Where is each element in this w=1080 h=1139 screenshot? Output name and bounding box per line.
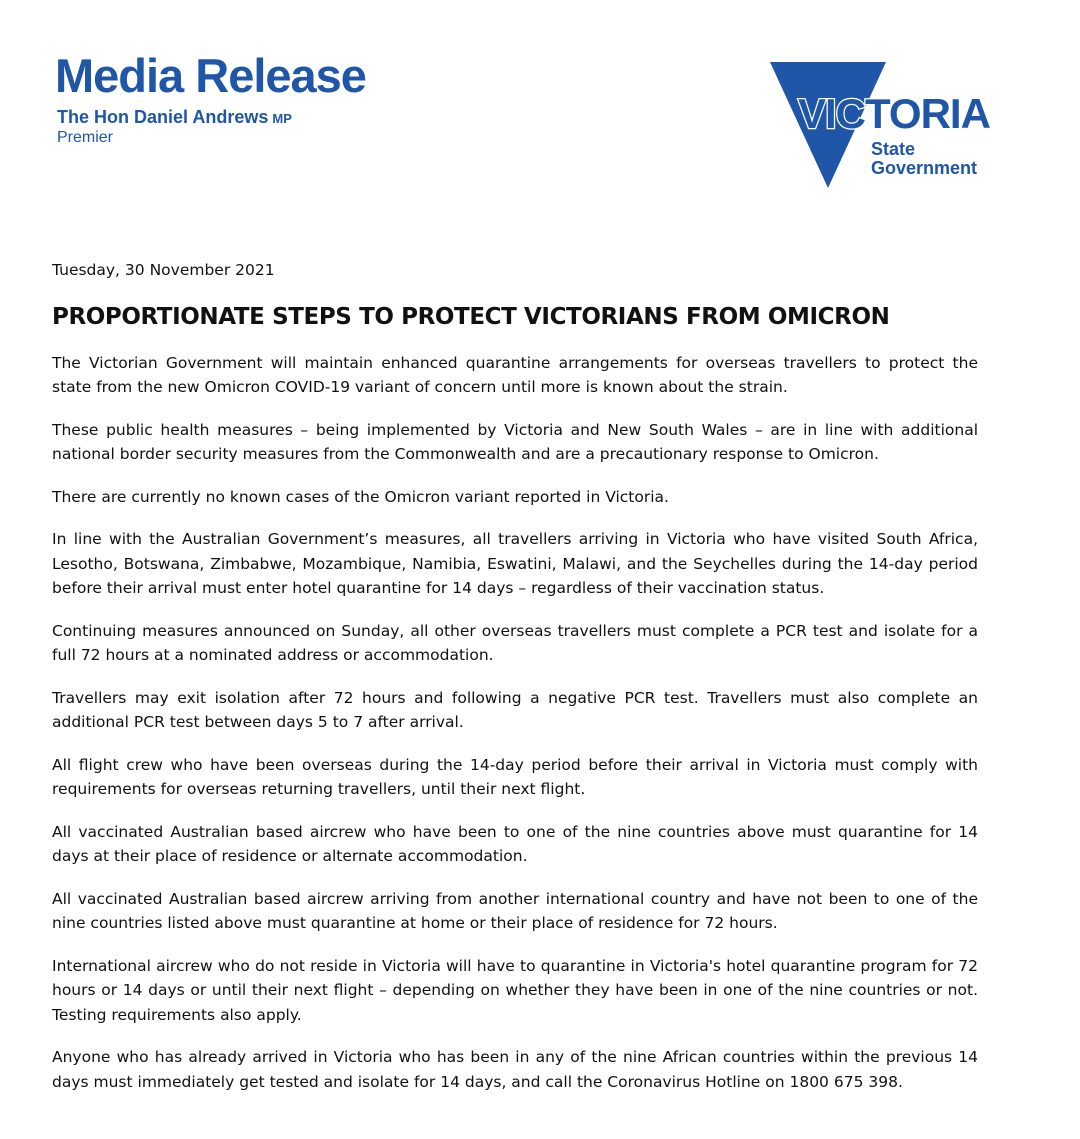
logo-victoria-text: VICTORIA [798, 90, 990, 137]
paragraph: There are currently no known cases of the Omicron variant reported in Victoria. [52, 487, 669, 506]
minister-role: Premier [57, 129, 114, 146]
paragraph: The Victorian Government will maintain enhanced quarantine arrangements for overseas travellers to protect the state from the new Omicron COVID-19 variant of concern until more is known about the strain. [52, 353, 978, 396]
logo-state-text: State [871, 139, 916, 159]
release-date: Tuesday, 30 November 2021 [52, 261, 275, 279]
minister-suffix: MP [272, 111, 292, 126]
release-headline: PROPORTIONATE STEPS TO PROTECT VICTORIANS FROM OMICRON [52, 303, 890, 330]
paragraph: Anyone who has already arrived in Victoria who has been in any of the nine African countries within the previous 14 days must immediately get tested and isolate for 14 days, and call the Coronavirus Hotline on 1800 675 398. [52, 1048, 978, 1091]
paragraph: Continuing measures announced on Sunday, all other overseas travellers must complete a PCR test and isolate for a full 72 hours at a nominated address or accommodation. [52, 621, 978, 664]
release-body [52, 258, 978, 1112]
logo-government-text: Government [871, 158, 978, 178]
paragraph: All flight crew who have been overseas during the 14-day period before their arrival in Victoria must comply with requirements for overseas returning travellers, until their next flight. [52, 755, 978, 798]
paragraph: In line with the Australian Government’s measures, all travellers arriving in Victoria who have visited South Africa, Lesotho, Botswana, Zimbabwe, Mozambique, Namibia, Eswatini, Malawi, and the Seychelles during the 14-day period before their arrival must enter hotel quarantine for 14 days – regardless of their vaccination status. [52, 530, 978, 597]
paragraph: Travellers may exit isolation after 72 hours and following a negative PCR test. Travellers must also complete an additional PCR test between days 5 to 7 after arrival. [52, 688, 978, 731]
paragraph: All vaccinated Australian based aircrew who have been to one of the nine countries above must quarantine for 14 days at their place of residence or alternate accommodation. [52, 822, 978, 865]
paragraph: These public health measures – being implemented by Victoria and New South Wales – are in line with additional national border security measures from the Commonwealth and are a precautionary response to Omicron. [52, 420, 978, 463]
minister-name [57, 106, 292, 130]
paragraph: International aircrew who do not reside in Victoria will have to quarantine in Victoria's hotel quarantine program for 72 hours or 14 days or until their next flight – depending on whether they have been in one of the nine countries or not. Testing requirements also apply. [52, 956, 978, 1024]
paragraph: All vaccinated Australian based aircrew arriving from another international country and have not been to one of the nine countries listed above must quarantine at home or their place of residence for 72 hours. [52, 889, 978, 932]
media-release-title: Media Release [55, 49, 366, 102]
minister-name-text: The Hon Daniel Andrews [57, 107, 269, 127]
victoria-state-government-logo [768, 60, 998, 190]
page-header [0, 0, 1080, 230]
